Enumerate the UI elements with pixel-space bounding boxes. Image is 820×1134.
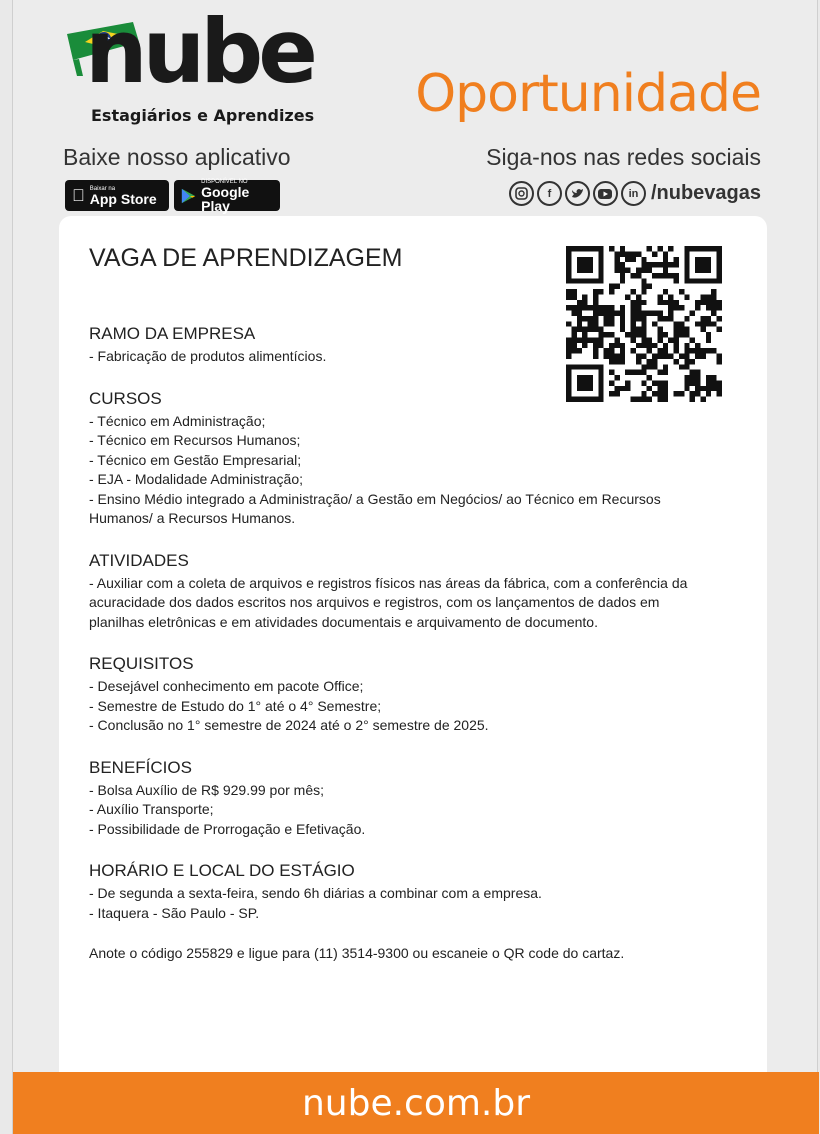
apple-icon [72, 187, 85, 204]
logo-wordmark: nube [85, 0, 313, 103]
section-line: - Técnico em Recursos Humanos; [89, 432, 301, 448]
facebook-icon[interactable]: f [537, 181, 562, 206]
section-horario [89, 861, 739, 923]
google-play-badge[interactable] [174, 178, 280, 214]
section-line: planilhas eletrônicas e em atividades documentais e arquivamento de documento. [89, 613, 598, 630]
social-handle[interactable]: /nubevagas [650, 182, 761, 204]
footer-bar [13, 1072, 819, 1134]
job-card [59, 216, 767, 1076]
google-play-small-text: DISPONÍVEL NO [201, 178, 248, 185]
section-line: - Auxiliar com a coleta de arquivos e registros físicos nas áreas da fábrica, com a conferência da [89, 574, 688, 591]
section-line: acuracidade dos dados escritos nos arquivos e registros, com os lançamentos de dados em [89, 594, 660, 610]
logo-tagline: Estagiários e Aprendizes [91, 106, 315, 125]
google-play-text: Google Play [201, 183, 250, 214]
youtube-icon[interactable] [593, 181, 618, 206]
section-title: CURSOS [89, 388, 162, 408]
app-store-small-text: Baixar na [77, 185, 103, 192]
nube-logo [63, 0, 323, 131]
website-link[interactable]: nube.com.br [301, 1082, 531, 1124]
section-line: - Itaquera - São Paulo - SP. [89, 904, 260, 921]
section-title: ATIVIDADES [89, 550, 189, 570]
section-title: RAMO DA EMPRESA [89, 324, 256, 343]
section-line: - De segunda a sexta-feira, sendo 6h diárias a combinar com a empresa. [89, 885, 542, 901]
section-atividades [89, 551, 739, 633]
social-label: Siga-nos nas redes sociais [486, 144, 761, 170]
section-line: - Possibilidade de Prorrogação e Efetivação. [89, 820, 366, 837]
section-line: - Desejável conhecimento em pacote Office; [89, 678, 364, 694]
section-beneficios [89, 758, 739, 840]
headline: Oportunidade [415, 64, 761, 124]
section-line: - Conclusão no 1° semestre de 2024 até o 2° semestre de 2025. [89, 717, 489, 733]
section-line: - Técnico em Administração; [89, 412, 266, 429]
job-poster [12, 0, 818, 1134]
section-line: Humanos/ a Recursos Humanos. [89, 510, 296, 526]
section-line: - Auxílio Transporte; [89, 801, 214, 817]
section-title: BENEFÍCIOS [89, 757, 192, 777]
section-line: - Bolsa Auxílio de R$ 929.99 por mês; [89, 781, 325, 798]
section-line: - Ensino Médio integrado a Administração/ a Gestão em Negócios/ ao Técnico em Recursos [89, 490, 661, 507]
social-links [509, 181, 761, 206]
app-download-label: Baixe nosso aplicativo [63, 144, 291, 170]
job-sections [89, 324, 739, 961]
twitter-icon[interactable] [565, 181, 590, 206]
section-ramo [89, 324, 739, 367]
section-title: HORÁRIO E LOCAL DO ESTÁGIO [89, 861, 355, 880]
contact-note: Anote o código 255829 e ligue para (11) 3514-9300 ou escaneie o QR code do cartaz. [89, 945, 625, 961]
app-store-text: App Store [77, 190, 144, 207]
section-cursos [89, 389, 739, 529]
play-icon [181, 187, 196, 205]
instagram-icon[interactable] [509, 181, 534, 206]
job-title: VAGA DE APRENDIZAGEM [89, 244, 403, 272]
section-line: - Técnico em Gestão Empresarial; [89, 451, 302, 468]
linkedin-icon[interactable]: in [621, 181, 646, 206]
section-title: REQUISITOS [89, 654, 194, 673]
section-line: - EJA - Modalidade Administração; [89, 471, 303, 487]
section-line: - Semestre de Estudo do 1° até o 4° Semestre; [89, 697, 382, 714]
app-store-badge[interactable] [65, 180, 169, 211]
section-line: - Fabricação de produtos alimentícios. [89, 348, 327, 364]
section-requisitos [89, 654, 739, 736]
